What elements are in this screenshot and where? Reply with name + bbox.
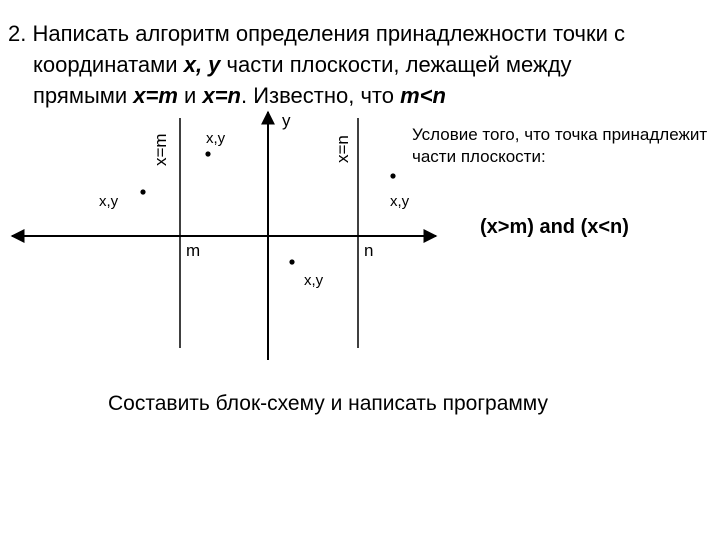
task-line-3: прямыми x=m и x=n. Известно, что m<n <box>33 83 446 108</box>
point-left <box>140 189 145 194</box>
condition-expression: (x>m) and (x<n) <box>480 216 629 238</box>
line-n-label: x=n <box>333 135 352 163</box>
condition-description: Условие того, что точка принадлежит части плоскости: <box>412 125 708 166</box>
task-line-2: координатами x, y части плоскости, лежащей между <box>33 52 572 77</box>
task-number: 2. <box>8 21 27 46</box>
task-line-1: 2. Написать алгоритм определения принадлежности точки с <box>8 21 626 46</box>
line-m-label: x=m <box>151 133 170 166</box>
point-below-label: x,y <box>304 272 324 289</box>
point-right <box>390 173 395 178</box>
point-inside-label: x,y <box>206 130 226 147</box>
y-axis-label: y <box>282 111 291 130</box>
footer-instruction: Составить блок-схему и написать программу <box>108 392 548 415</box>
point-below <box>289 259 294 264</box>
tick-n: n <box>364 241 374 260</box>
tick-m: m <box>186 241 201 260</box>
point-left-label: x,y <box>99 193 119 210</box>
point-right-label: x,y <box>390 193 410 210</box>
point-inside <box>205 151 210 156</box>
